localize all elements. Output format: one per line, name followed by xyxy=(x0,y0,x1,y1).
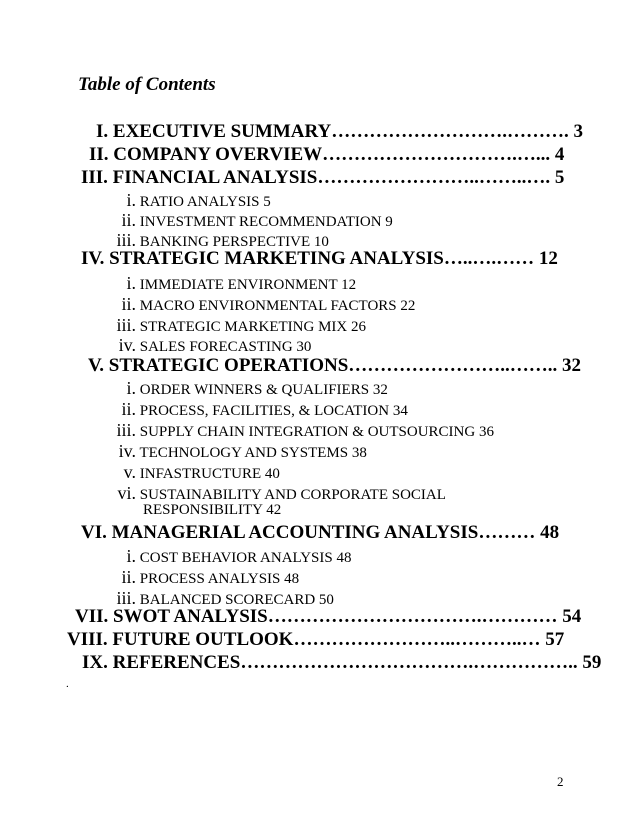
toc-subentry-text: TECHNOLOGY AND SYSTEMS 38 xyxy=(139,445,367,461)
toc-subentry-numeral: iii. xyxy=(116,420,136,440)
toc-subentry-text: SUPPLY CHAIN INTEGRATION & OUTSOURCING 36 xyxy=(139,424,494,440)
toc-subentry xyxy=(110,190,271,211)
toc-subentry-numeral: iv. xyxy=(118,335,136,355)
toc-entry-executive-summary: I. EXECUTIVE SUMMARY……………………….………. 3 xyxy=(96,121,584,142)
toc-subentry-text: COST BEHAVIOR ANALYSIS 48 xyxy=(139,550,352,566)
toc-subentry xyxy=(110,462,280,483)
toc-subentry-numeral: ii. xyxy=(121,567,136,587)
toc-subentry-text: MACRO ENVIRONMENTAL FACTORS 22 xyxy=(139,298,416,314)
toc-subentry-text: BALANCED SCORECARD 50 xyxy=(139,592,334,608)
toc-subentry-text: SALES FORECASTING 30 xyxy=(139,339,312,355)
toc-entry-swot-analysis: VII. SWOT ANALYSIS…………………………….………… 54 xyxy=(75,606,582,627)
stray-mark: . xyxy=(66,678,69,690)
toc-entry-financial-analysis: III. FINANCIAL ANALYSIS……………………..……..…. 5 xyxy=(81,167,565,188)
toc-subentry-text: IMMEDIATE ENVIRONMENT 12 xyxy=(139,277,357,293)
toc-subentry-numeral: ii. xyxy=(121,294,136,314)
toc-subentry xyxy=(110,567,299,588)
toc-subentry-numeral: iii. xyxy=(116,230,136,250)
toc-subentry xyxy=(110,210,393,231)
page-number: 2 xyxy=(557,774,564,789)
toc-entry-company-overview: II. COMPANY OVERVIEW………………………….…... 4 xyxy=(89,144,565,165)
toc-subentry-continuation: RESPONSIBILITY 42 xyxy=(143,502,282,518)
toc-subentry-text: STRATEGIC MARKETING MIX 26 xyxy=(139,319,366,335)
toc-entry-references: IX. REFERENCES……………………………….…………….. 59 xyxy=(82,652,602,673)
toc-subentry xyxy=(110,273,356,294)
toc-subentry xyxy=(110,483,446,504)
toc-subentry-text: RATIO ANALYSIS 5 xyxy=(139,194,271,210)
toc-subentry xyxy=(110,315,366,336)
toc-subentry-numeral: i. xyxy=(126,190,136,210)
toc-subentry-text: INVESTMENT RECOMMENDATION 9 xyxy=(139,214,393,230)
toc-subentry-numeral: v. xyxy=(123,462,136,482)
toc-subentry xyxy=(110,335,311,356)
toc-subentry-text: SUSTAINABILITY AND CORPORATE SOCIAL xyxy=(139,487,446,503)
toc-subentry xyxy=(110,399,408,420)
toc-entry-future-outlook: VIII. FUTURE OUTLOOK……………………..………..… 57 xyxy=(67,629,565,650)
toc-subentry-text: PROCESS ANALYSIS 48 xyxy=(139,571,300,587)
toc-subentry xyxy=(110,294,415,315)
toc-subentry xyxy=(110,441,367,462)
toc-subentry-text: PROCESS, FACILITIES, & LOCATION 34 xyxy=(139,403,408,419)
toc-subentry-text: BANKING PERSPECTIVE 10 xyxy=(139,234,329,250)
toc-subentry-numeral: iv. xyxy=(118,441,136,461)
toc-subentry-numeral: ii. xyxy=(121,399,136,419)
toc-entry-strategic-operations: V. STRATEGIC OPERATIONS……………………..…….. 32 xyxy=(88,355,582,376)
toc-subentry-numeral: i. xyxy=(126,546,136,566)
toc-subentry xyxy=(110,378,388,399)
toc-entry-managerial-accounting: VI. MANAGERIAL ACCOUNTING ANALYSIS……… 48 xyxy=(81,522,560,543)
toc-subentry-text: ORDER WINNERS & QUALIFIERS 32 xyxy=(139,382,388,398)
toc-subentry-numeral: iii. xyxy=(116,588,136,608)
toc-subentry xyxy=(110,420,494,441)
toc-entry-strategic-marketing: IV. STRATEGIC MARKETING ANALYSIS…..….…… 12 xyxy=(81,248,558,269)
toc-title: Table of Contents xyxy=(78,74,216,95)
toc-subentry xyxy=(110,546,351,567)
toc-subentry-numeral: i. xyxy=(126,378,136,398)
toc-subentry-numeral: i. xyxy=(126,273,136,293)
toc-subentry-numeral: ii. xyxy=(121,210,136,230)
toc-subentry-numeral: iii. xyxy=(116,315,136,335)
toc-subentry-text: INFASTRUCTURE 40 xyxy=(139,466,280,482)
toc-subentry-numeral: vi. xyxy=(117,483,136,503)
